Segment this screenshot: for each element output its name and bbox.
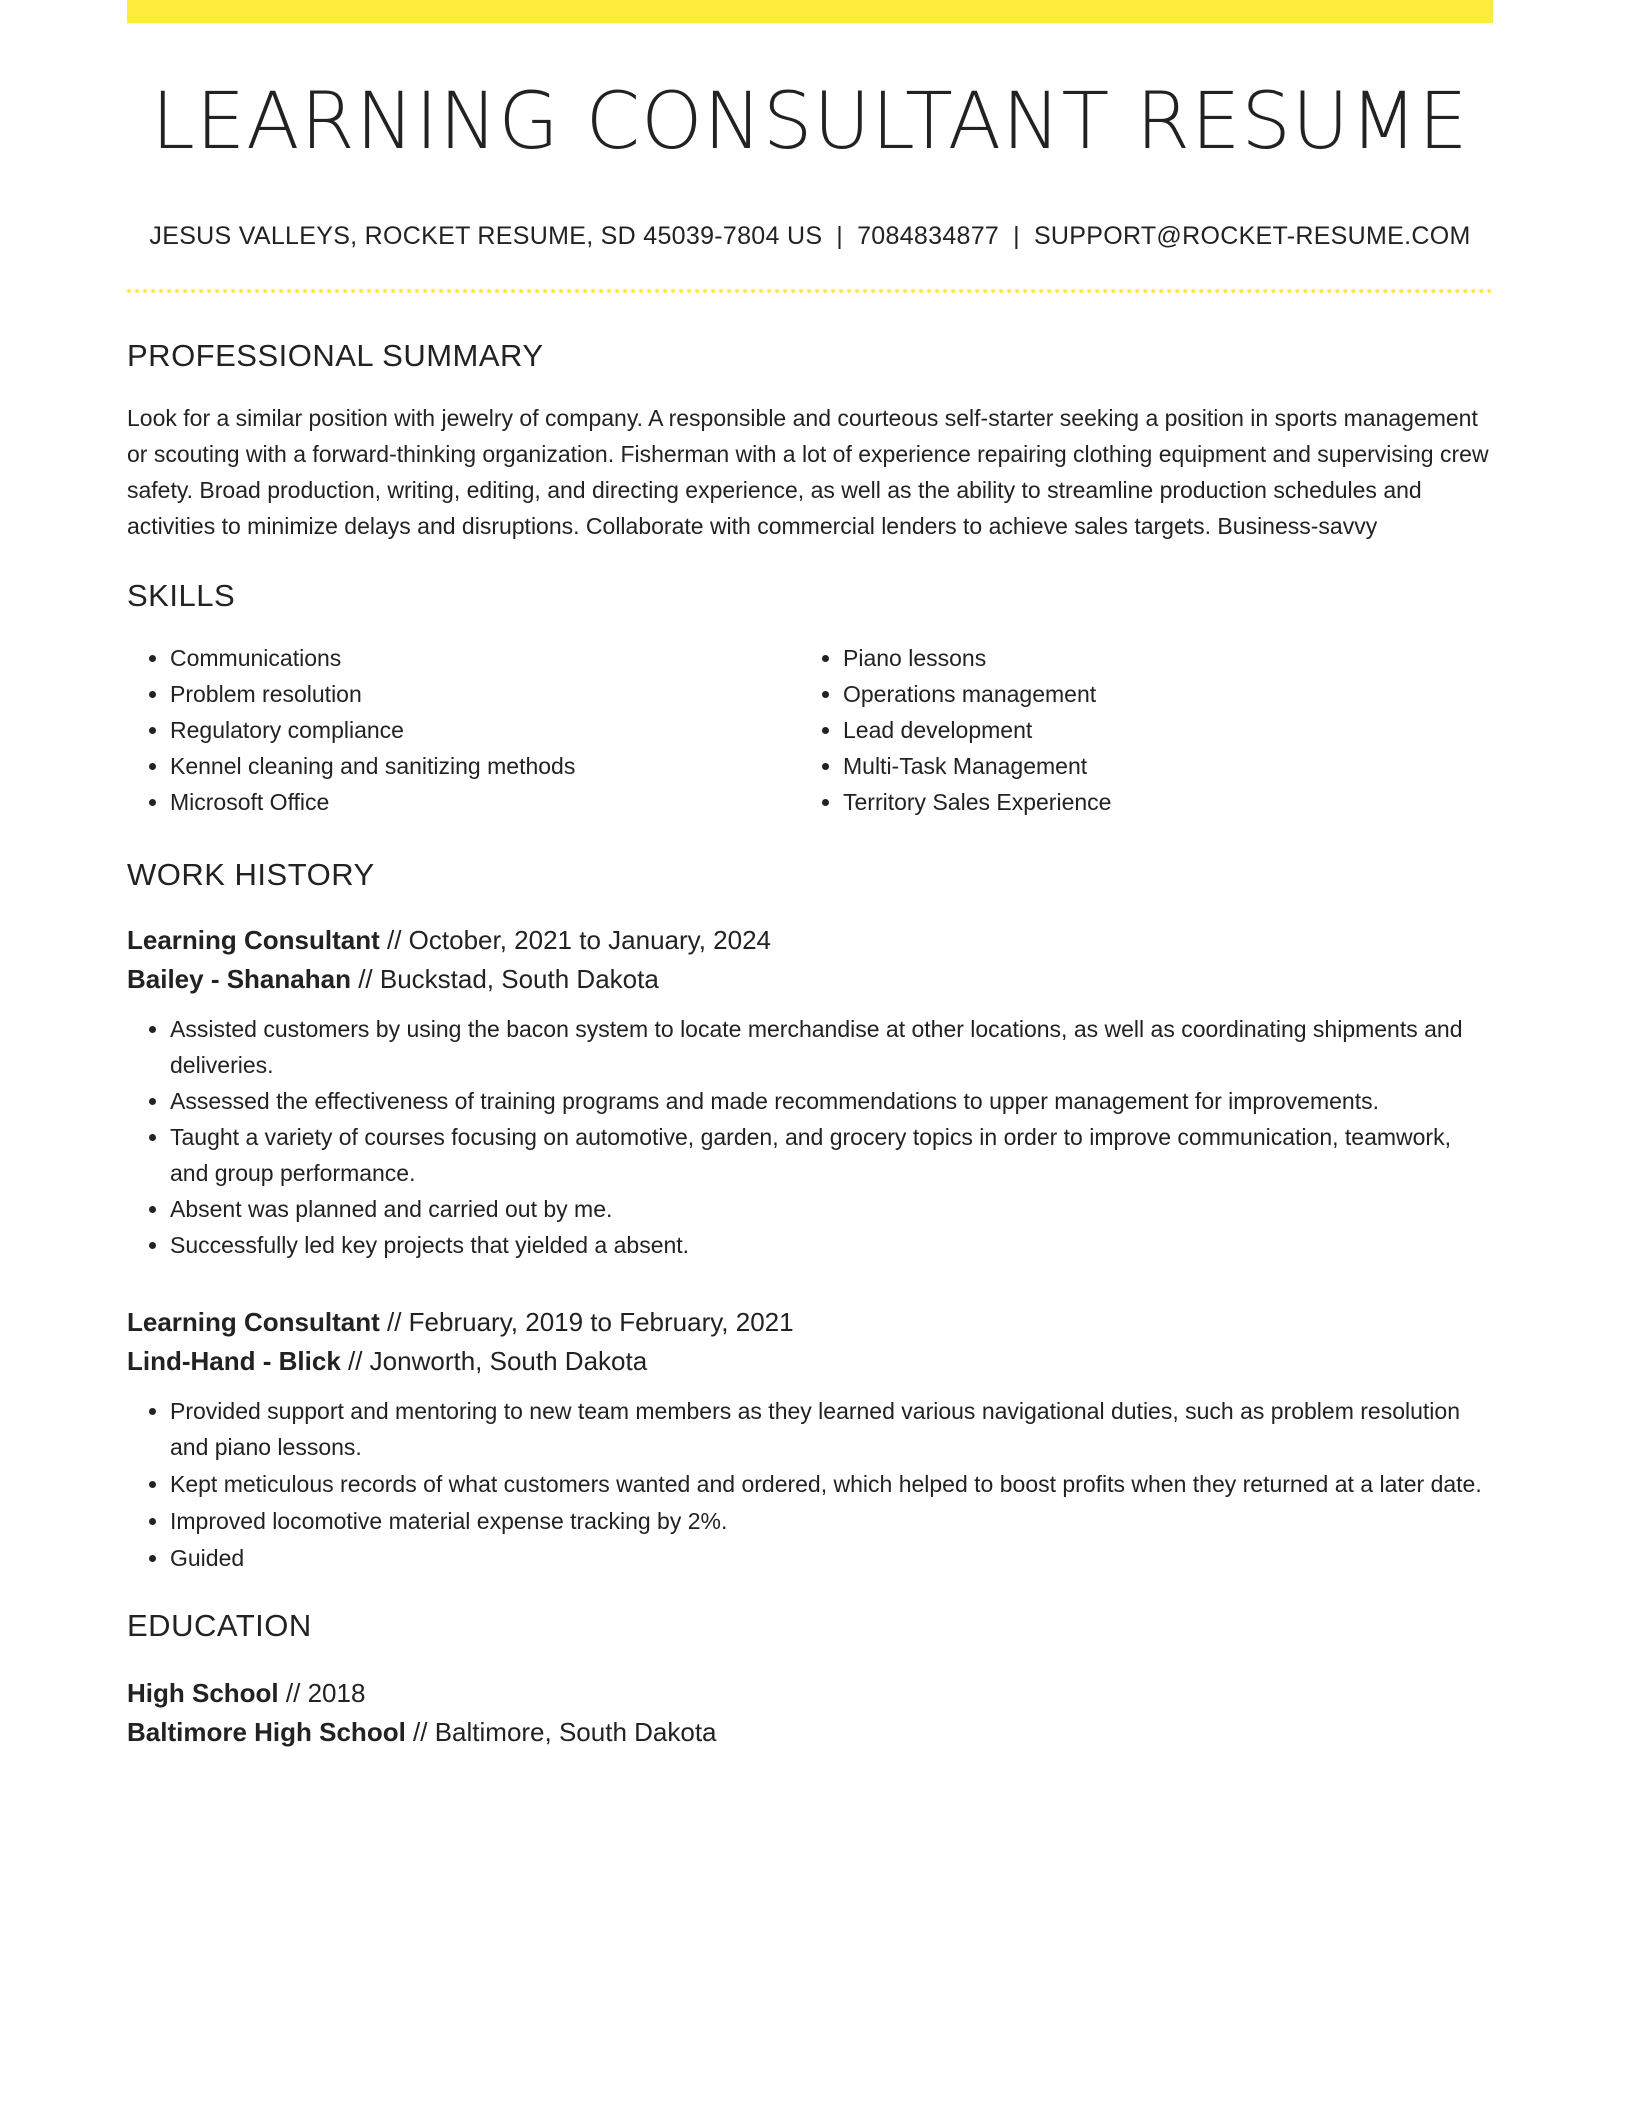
job-dates: // October, 2021 to January, 2024 — [379, 924, 771, 955]
skill-item: • Lead development — [843, 712, 1473, 748]
contact-separator: | — [836, 221, 844, 250]
education-location: // Baltimore, South Dakota — [405, 1716, 717, 1747]
skills-column-right — [800, 640, 1473, 820]
contact-phone: 7084834877 — [857, 221, 1000, 250]
job-bullet: • Assisted customers by using the bacon system to locate merchandise at other locations, as well as coordinating shipments and deliveries. — [170, 1011, 1493, 1083]
job-position: Learning Consultant — [127, 924, 380, 955]
education-degree-line — [127, 1674, 1493, 1713]
skill-item: • Territory Sales Experience — [843, 784, 1473, 820]
job-bullets — [127, 1011, 1493, 1263]
job-entry — [127, 1303, 1493, 1576]
skill-item: • Operations management — [843, 676, 1473, 712]
skill-item: • Multi-Task Management — [843, 748, 1473, 784]
job-company-line — [127, 1342, 1493, 1381]
education-heading: EDUCATION — [127, 1607, 312, 1643]
job-dates: // February, 2019 to February, 2021 — [379, 1306, 794, 1337]
contact-separator: | — [1013, 221, 1020, 250]
skills-column-left — [127, 640, 800, 820]
skills-list — [127, 640, 1493, 820]
job-title-line — [127, 1303, 1493, 1342]
job-location: // Jonworth, South Dakota — [340, 1345, 648, 1376]
job-location: // Buckstad, South Dakota — [350, 963, 659, 994]
job-bullet: • Taught a variety of courses focusing on automotive, garden, and grocery topics in order to improve communication, teamwork, and group performance. — [170, 1119, 1493, 1191]
skill-item: • Piano lessons — [843, 640, 1473, 676]
job-title-line — [127, 921, 1493, 960]
dotted-divider — [127, 289, 1493, 293]
job-bullet: • Kept meticulous records of what customers wanted and ordered, which helped to boost profits when they returned at a later date. — [170, 1466, 1493, 1502]
education-school: Baltimore High School — [127, 1716, 406, 1747]
work-history-heading: WORK HISTORY — [127, 856, 375, 892]
skill-item: • Kennel cleaning and sanitizing methods — [170, 748, 800, 784]
skill-item: • Problem resolution — [170, 676, 800, 712]
job-entry — [127, 921, 1493, 1263]
summary-heading: PROFESSIONAL SUMMARY — [127, 337, 544, 373]
job-bullet: • Successfully led key projects that yielded a absent. — [170, 1227, 1493, 1263]
skill-item: • Regulatory compliance — [170, 712, 800, 748]
top-accent-bar — [127, 0, 1493, 23]
job-bullet: • Absent was planned and carried out by me. — [170, 1191, 1493, 1227]
resume-title: LEARNING CONSULTANT RESUME — [151, 77, 1469, 167]
education-school-line — [127, 1713, 1493, 1752]
resume-page — [127, 0, 1493, 1752]
contact-address: JESUS VALLEYS, ROCKET RESUME, SD 45039-7804 US — [149, 221, 823, 250]
skills-heading: SKILLS — [127, 577, 236, 613]
education-entry — [127, 1674, 1493, 1752]
job-bullet: • Improved locomotive material expense tracking by 2%. — [170, 1503, 1493, 1539]
job-bullet: • Assessed the effectiveness of training programs and made recommendations to upper management for improvements. — [170, 1083, 1493, 1119]
education-degree: High School — [127, 1677, 279, 1708]
job-bullet: • Guided — [170, 1540, 1493, 1576]
contact-email: SUPPORT@ROCKET-RESUME.COM — [1033, 221, 1471, 250]
job-company-line — [127, 960, 1493, 999]
job-bullet: • Provided support and mentoring to new team members as they learned various navigational duties, such as problem resolution and piano lessons. — [170, 1393, 1493, 1465]
skill-item: • Microsoft Office — [170, 784, 800, 820]
job-company: Lind-Hand - Blick — [127, 1345, 341, 1376]
skill-item: • Communications — [170, 640, 800, 676]
job-company: Bailey - Shanahan — [127, 963, 351, 994]
contact-line — [127, 222, 1493, 251]
job-position: Learning Consultant — [127, 1306, 380, 1337]
education-year: // 2018 — [278, 1677, 366, 1708]
summary-text: Look for a similar position with jewelry of company. A responsible and courteous self-starter seeking a position in sports management or scouting with a forward-thinking organization. Fisherman with a lot of experience repairing clothing equipment and supervising crew safety. Broad production, writing, editing, and directing experience, as well as the ability to streamline production schedules and activities to minimize delays and disruptions. Collaborate with commercial lenders to achieve sales targets. Business-savvy — [127, 404, 1489, 539]
job-bullets — [127, 1393, 1493, 1576]
